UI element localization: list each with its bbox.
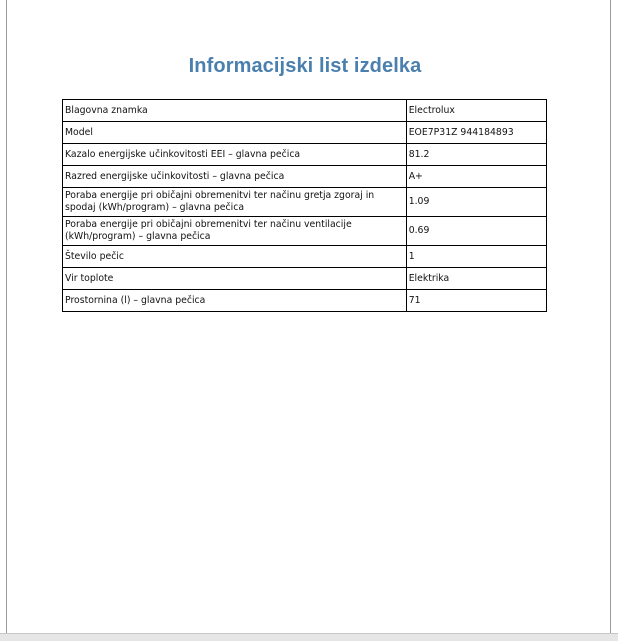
table-cell-value: A+ <box>406 166 546 188</box>
table-cell-value: 81.2 <box>406 144 546 166</box>
table-row-eei <box>63 144 547 166</box>
table-cell-label: Poraba energije pri običajni obremenitvi ter načinu ventilacije (kWh/program) – glavna pečica <box>63 217 407 246</box>
table-cell-label: Prostornina (l) – glavna pečica <box>63 290 407 312</box>
table-row-volume <box>63 290 547 312</box>
table-cell-label: Število pečic <box>63 246 407 268</box>
table-cell-label: Kazalo energijske učinkovitosti EEI – glavna pečica <box>63 144 407 166</box>
table-cell-label: Model <box>63 122 407 144</box>
table-row-heat-source <box>63 268 547 290</box>
page-edge-right <box>610 0 611 633</box>
table-cell-value: 1.09 <box>406 188 546 217</box>
page-edge-left <box>6 0 7 633</box>
table-cell-label: Poraba energije pri običajni obremenitvi ter načinu gretja zgoraj in spodaj (kWh/program) – glavna pečica <box>63 188 407 217</box>
table-row-energy-class <box>63 166 547 188</box>
table-cell-label: Razred energijske učinkovitosti – glavna pečica <box>63 166 407 188</box>
table-row-brand <box>63 100 547 122</box>
table-row-energy-fan <box>63 217 547 246</box>
table-cell-value: EOE7P31Z 944184893 <box>406 122 546 144</box>
table-cell-label: Blagovna znamka <box>63 100 407 122</box>
table-row-model <box>63 122 547 144</box>
table-cell-value: 0.69 <box>406 217 546 246</box>
table-cell-label: Vir toplote <box>63 268 407 290</box>
table-cell-value: Electrolux <box>406 100 546 122</box>
document-title: Informacijski list izdelka <box>188 55 422 77</box>
table-row-cavity-count <box>63 246 547 268</box>
table-cell-value: Elektrika <box>406 268 546 290</box>
table-cell-value: 1 <box>406 246 546 268</box>
table-cell-value: 71 <box>406 290 546 312</box>
product-info-table <box>62 99 547 312</box>
table-row-energy-conventional <box>63 188 547 217</box>
